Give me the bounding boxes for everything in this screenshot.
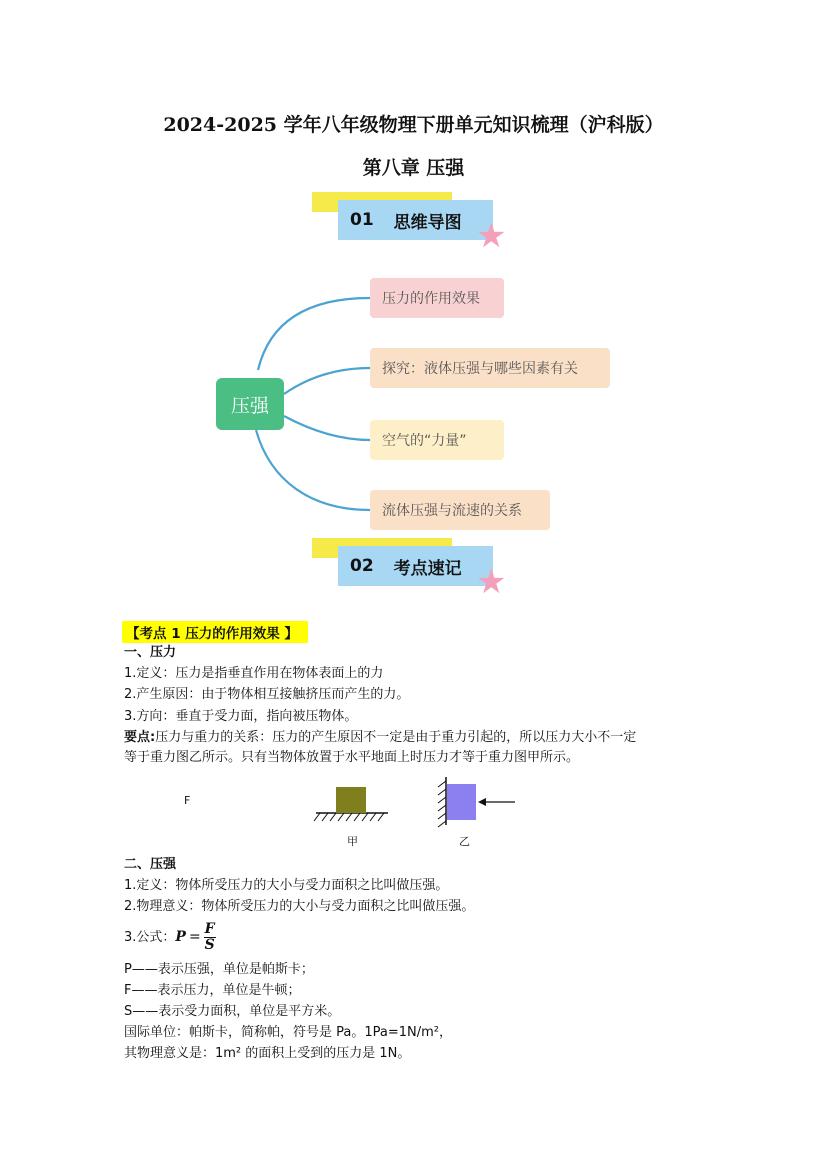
p-symbol-line: P——表示压强，单位是帕斯卡； [124, 962, 314, 977]
subheading-pressure: 二、压强 [124, 857, 177, 872]
figure-yi-label: 乙 [459, 835, 470, 848]
formula-line [124, 918, 216, 957]
formula-p: P [175, 929, 186, 945]
keypoint-header: 【考点 1 压力的作用效果 】 [122, 621, 308, 643]
banner-title: 思维导图 [393, 212, 462, 233]
mindmap-node-2: 探究：液体压强与哪些因素有关 [370, 348, 610, 388]
formula-prefix: 3.公式： [124, 930, 176, 945]
formula-numerator: F [204, 921, 215, 937]
figure-jia [314, 787, 388, 821]
direction-line: 3.方向：垂直于受力面，指向被压物体。 [124, 709, 358, 724]
branch-line [284, 416, 370, 440]
figure-yi [438, 777, 515, 827]
mindmap-node-4: 流体压强与流速的关系 [370, 490, 550, 530]
formula-denominator: S [204, 937, 215, 953]
banner-number: 01 [350, 210, 374, 230]
key-point-line-2: 等于重力图乙所示。只有当物体放置于水平地面上时压力才等于重力图甲所示。 [124, 750, 580, 765]
star-icon: ★ [476, 216, 507, 256]
star-icon: ★ [476, 562, 507, 602]
unit-meaning-line: 其物理意义是：1m² 的面积上受到的压力是 1N。 [124, 1046, 411, 1061]
pressure-definition-line: 1.定义：物体所受压力的大小与受力面积之比叫做压强。 [124, 878, 449, 893]
branch-line [284, 368, 370, 394]
key-point-text: 压力与重力的关系：压力的产生原因不一定是由于重力引起的，所以压力大小不一定 [155, 730, 637, 745]
pressure-meaning-line: 2.物理意义：物体所受压力的大小与受力面积之比叫做压强。 [124, 899, 475, 914]
force-label: F [184, 794, 191, 807]
mindmap-node-3: 空气的“力量” [370, 420, 504, 460]
f-symbol-line: F——表示压力，单位是牛顿； [124, 983, 301, 998]
mindmap-node-1: 压力的作用效果 [370, 278, 504, 318]
section-banner-keypoints [338, 546, 493, 586]
definition-line: 1.定义：压力是指垂直作用在物体表面上的力 [124, 666, 384, 681]
section-banner-mindmap [338, 200, 493, 240]
branch-line [256, 430, 370, 510]
unit-line: 国际单位：帕斯卡，简称帕，符号是 Pa。1Pa=1N/m²， [124, 1025, 452, 1040]
formula-equals: = [188, 929, 201, 945]
banner-number: 02 [350, 556, 374, 576]
branch-line [258, 298, 370, 370]
pressure-figures [310, 775, 530, 850]
s-symbol-line: S——表示受力面积，单位是平方米。 [124, 1004, 341, 1019]
mindmap-center-node: 压强 [216, 378, 284, 430]
banner-title: 考点速记 [393, 558, 462, 579]
document-title: 2024-2025 学年八年级物理下册单元知识梳理（沪科版） [163, 114, 664, 136]
figure-jia-label: 甲 [347, 835, 358, 848]
formula-fraction [204, 922, 216, 953]
chapter-title: 第八章 压强 [362, 157, 465, 179]
key-point-line [124, 728, 636, 748]
cause-line: 2.产生原因：由于物体相互接触挤压而产生的力。 [124, 687, 410, 702]
subheading-pressure-force: 一、压力 [124, 645, 177, 660]
key-point-label: 要点: [124, 730, 156, 745]
